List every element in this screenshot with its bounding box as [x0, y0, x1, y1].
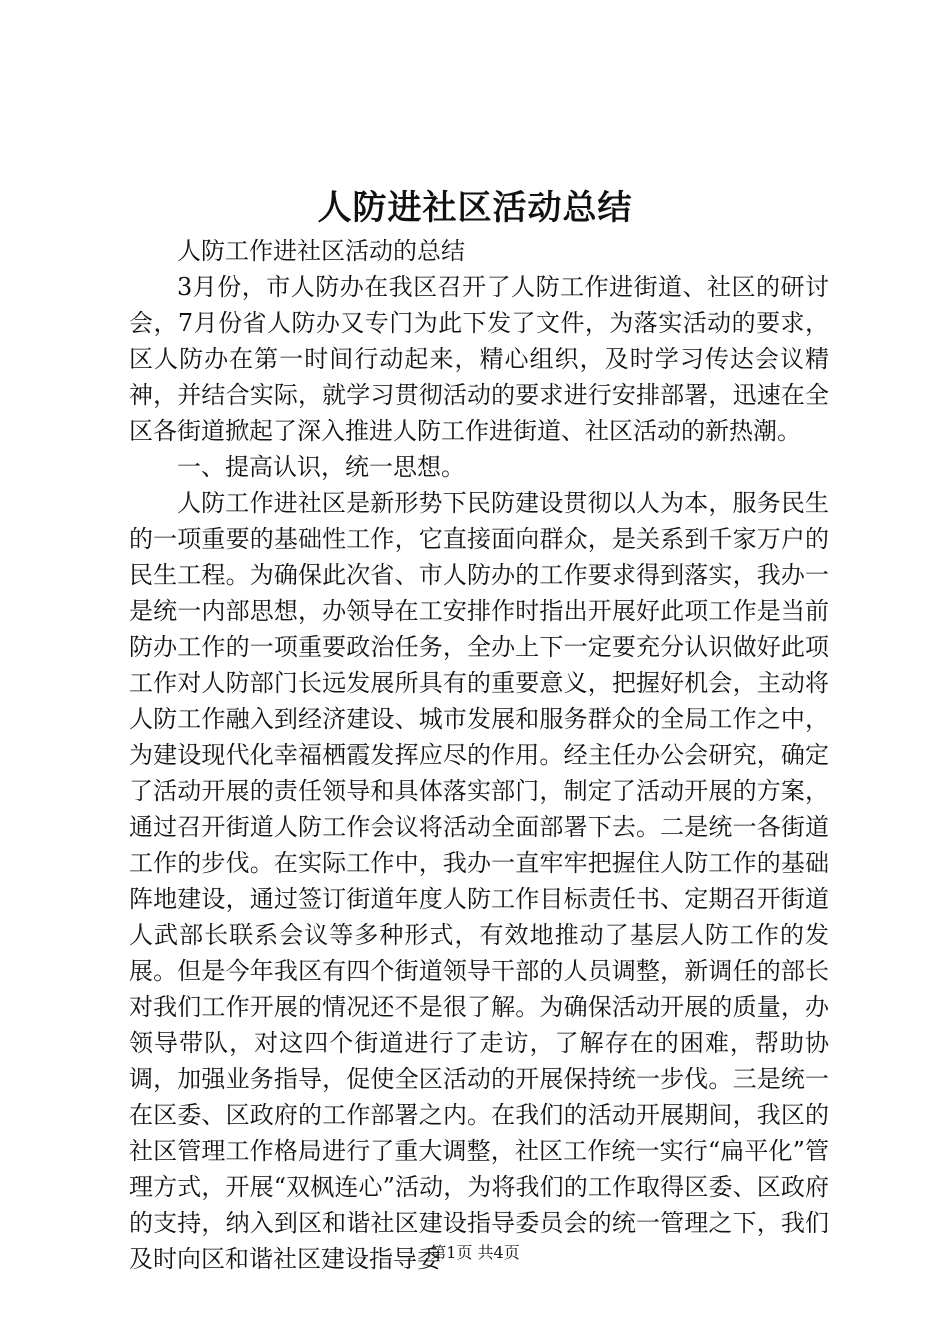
document-title: 人防进社区活动总结	[317, 188, 633, 228]
body-paragraph: 3月份，市人防办在我区召开了人防工作进街道、社区的研讨会，7月份省人防办又专门为此下发了文件，为落实活动的要求，区人防办在第一时间行动起来，精心组织，及时学习传达会议精神，并结合实际，就学习贯彻活动的要求进行安排部署，迅速在全区各街道掀起了深入推进人防工作进街道、社区活动的新热潮。	[129, 273, 829, 445]
page-footer: 第1页 共4页	[430, 1243, 520, 1262]
body-paragraph: 人防工作进社区是新形势下民防建设贯彻以人为本，服务民生的一项重要的基础性工作，它直接面向群众，是关系到千家万户的民生工程。为确保此次省、市人防办的工作要求得到落实，我办一是统一内部思想，办领导在工安排作时指出开展好此项工作是当前防办工作的一项重要政治任务，全办上下一定要充分认识做好此项工作对人防部门长远发展所具有的重要意义，把握好机会，主动将人防工作融入到经济建设、城市发展和服务群众的全局工作之中，为建设现代化幸福栖霞发挥应尽的作用。经主任办公会研究，确定了活动开展的责任领导和具体落实部门，制定了活动开展的方案，通过召开街道人防工作会议将活动全面部署下去。二是统一各街道工作的步伐。在实际工作中，我办一直牢牢把握住人防工作的基础阵地建设，通过签订街道年度人防工作目标责任书、定期召开街道人武部长联系会议等多种形式，有效地推动了基层人防工作的发展。但是今年我区有四个街道领导干部的人员调整，新调任的部长对我们工作开展的情况还不是很了解。为确保活动开展的质量，办领导带队，对这四个街道进行了走访，了解存在的困难，帮助协调，加强业务指导，促使全区活动的开展保持统一步伐。三是统一在区委、区政府的工作部署之内。在我们的活动开展期间，我区的社区管理工作格局进行了重大调整，社区工作统一实行“扁平化”管理方式，开展“双枫连心”活动，为将我们的工作取得区委、区政府的支持，纳入到区和谐社区建设指导委员会的统一管理之下，我们及时向区和谐社区建设指导委	[129, 489, 829, 1273]
section-heading: 一、提高认识，统一思想。	[177, 453, 465, 481]
subtitle-paragraph: 人防工作进社区活动的总结	[177, 237, 465, 265]
document-body	[129, 233, 829, 1277]
